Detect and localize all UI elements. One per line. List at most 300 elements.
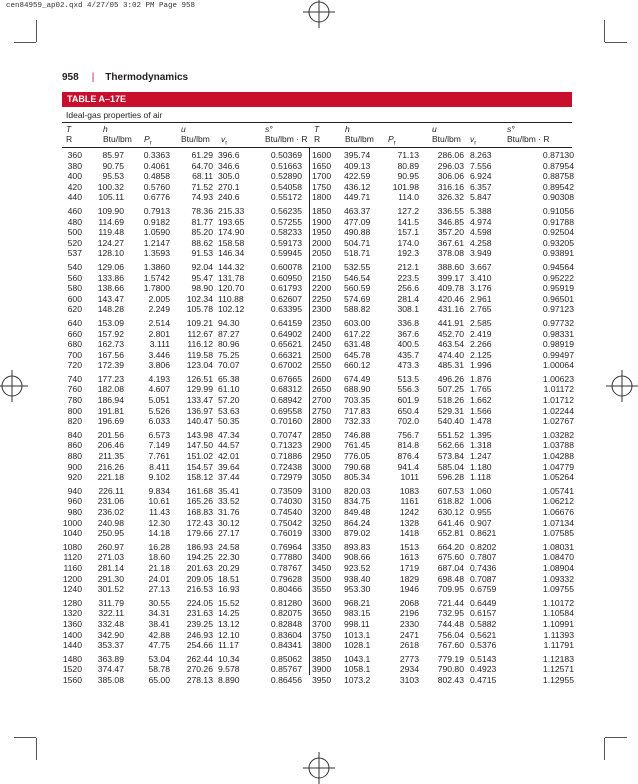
- cell-vr-left: 24.58: [218, 541, 240, 552]
- cell-Pr-left: 6.573: [148, 429, 170, 440]
- table-row: [62, 640, 574, 651]
- cell-u-right: 420.46: [437, 293, 464, 304]
- cell-T-left: 680: [67, 339, 82, 350]
- cell-s-right: 1.02244: [542, 405, 574, 416]
- cell-h-right: 776.05: [344, 451, 371, 462]
- table-row: [62, 374, 574, 385]
- cell-Pr-left: 38.41: [148, 618, 170, 629]
- cell-vr-right: 0.907: [470, 517, 492, 528]
- cell-h-right: 746.88: [344, 429, 371, 440]
- cell-s-left: 0.69558: [270, 405, 302, 416]
- registration-mark-right: [606, 370, 638, 402]
- cell-h-left: 143.47: [97, 293, 124, 304]
- rule-header: [62, 147, 572, 148]
- cell-h-left: 95.53: [102, 171, 124, 182]
- cell-Pr-right: 876.4: [397, 451, 419, 462]
- cell-u-left: 168.83: [186, 507, 213, 517]
- cell-u-right: 551.52: [437, 429, 464, 440]
- cell-h-right: 953.30: [344, 584, 371, 595]
- cell-h-left: 221.18: [97, 472, 124, 483]
- cell-Pr-right: 1513: [399, 541, 419, 552]
- header-vr-right: $v_r$: [470, 134, 477, 147]
- cell-s-right: 1.03282: [542, 429, 574, 440]
- cell-s-right: 1.01712: [542, 395, 574, 406]
- cell-u-left: 116.12: [187, 339, 213, 350]
- cell-h-right: 1073.2: [344, 674, 371, 685]
- cell-Pr-right: 2934: [399, 664, 419, 675]
- cell-s-right: 1.04779: [542, 461, 574, 472]
- cell-Pr-left: 2.249: [148, 304, 170, 315]
- cell-T-right: 2000: [312, 237, 332, 248]
- cell-vr-right: 1.996: [470, 360, 492, 371]
- cell-s-left: 0.59945: [270, 248, 302, 259]
- cell-u-left: 224.05: [186, 597, 213, 608]
- cell-s-left: 0.60078: [270, 261, 302, 272]
- cell-h-left: 322.11: [98, 608, 124, 619]
- table-row: [62, 584, 574, 595]
- cell-Pr-left: 53.04: [148, 653, 170, 664]
- cell-T-right: 2400: [312, 328, 332, 339]
- cell-h-left: 148.28: [97, 304, 124, 315]
- cell-vr-right: 0.7807: [470, 552, 497, 563]
- cell-vr-left: 65.38: [218, 373, 240, 384]
- cell-h-right: 879.02: [344, 528, 371, 539]
- cell-Pr-right: 281.4: [397, 293, 419, 304]
- cell-s-right: 1.07585: [542, 528, 574, 539]
- cell-vr-left: 42.01: [218, 451, 240, 462]
- cell-s-right: 0.94564: [542, 261, 574, 272]
- cell-u-right: 463.54: [437, 339, 464, 350]
- cell-vr-right: 0.7436: [470, 562, 497, 573]
- cell-u-right: 496.26: [437, 373, 464, 384]
- cell-T-left: 537: [67, 248, 82, 259]
- cell-s-right: 1.10172: [542, 597, 574, 608]
- cell-u-left: 102.34: [186, 293, 213, 304]
- cell-h-left: 128.10: [97, 248, 124, 259]
- cell-u-right: 296.03: [437, 160, 464, 171]
- cell-T-right: 3650: [312, 608, 332, 619]
- cell-T-right: 2100: [312, 261, 332, 272]
- cell-s-right: 1.11791: [543, 640, 574, 651]
- cell-s-right: 1.01172: [543, 384, 574, 395]
- cell-T-right: 2350: [312, 317, 332, 328]
- cell-h-right: 395.74: [344, 150, 371, 160]
- cell-s-left: 0.76964: [270, 541, 302, 552]
- cell-T-right: 2250: [312, 293, 332, 304]
- cell-h-left: 211.35: [98, 451, 124, 462]
- cell-h-right: 504.71: [344, 237, 371, 248]
- cell-Pr-left: 5.051: [148, 395, 170, 406]
- trim-mark: [605, 42, 627, 43]
- cell-T-left: 1400: [62, 629, 82, 640]
- cell-s-right: 0.93891: [542, 248, 574, 259]
- cell-u-left: 254.66: [186, 640, 213, 651]
- cell-s-left: 0.77880: [270, 552, 302, 563]
- cell-u-left: 92.04: [191, 261, 213, 272]
- cell-Pr-right: 1242: [399, 507, 419, 517]
- table-row: [62, 528, 574, 539]
- table-row: [62, 329, 574, 340]
- cell-s-left: 0.57255: [270, 216, 302, 227]
- cell-u-right: 399.17: [437, 272, 464, 283]
- cell-u-left: 172.43: [186, 517, 213, 528]
- cell-T-left: 840: [67, 429, 82, 440]
- cell-s-right: 0.87954: [542, 160, 574, 171]
- cell-Pr-left: 16.28: [148, 541, 170, 552]
- cell-T-left: 1160: [63, 562, 82, 573]
- header-s-left: s° Btu/lbm · R: [265, 124, 308, 144]
- cell-T-right: 2200: [312, 283, 332, 294]
- cell-s-right: 1.05264: [542, 472, 574, 483]
- row-group: [62, 598, 574, 651]
- cell-u-right: 540.40: [437, 416, 464, 427]
- cell-Pr-right: 71.13: [397, 150, 419, 160]
- cell-T-right: 2950: [312, 451, 332, 462]
- cell-s-left: 0.61793: [270, 283, 302, 294]
- cell-u-right: 596.28: [437, 472, 464, 483]
- cell-u-right: 732.95: [437, 608, 464, 619]
- cell-s-right: 0.91056: [542, 205, 574, 216]
- cell-h-left: 172.39: [97, 360, 124, 371]
- cell-s-right: 1.09755: [542, 584, 574, 595]
- cell-u-left: 61.29: [191, 150, 213, 160]
- cell-s-right: 1.06212: [542, 496, 574, 507]
- cell-s-right: 1.03788: [542, 440, 574, 451]
- cell-T-left: 1120: [63, 552, 82, 563]
- cell-Pr-left: 65.00: [148, 674, 170, 685]
- cell-Pr-right: 513.5: [397, 373, 419, 384]
- cell-T-right: 2700: [312, 395, 332, 406]
- cell-T-left: 880: [67, 451, 82, 462]
- cell-s-right: 1.08904: [542, 562, 574, 573]
- cell-h-left: 153.09: [97, 317, 124, 328]
- cell-u-right: 431.16: [437, 304, 464, 315]
- cell-Pr-left: 12.30: [148, 517, 170, 528]
- cell-h-left: 206.46: [97, 440, 124, 451]
- cell-u-left: 278.13: [186, 674, 213, 685]
- cell-u-left: 140.47: [186, 416, 213, 427]
- cell-u-left: 81.77: [191, 216, 213, 227]
- cell-T-right: 2150: [312, 272, 332, 283]
- cell-h-right: 674.49: [344, 373, 371, 384]
- cell-h-left: 291.30: [97, 573, 124, 584]
- cell-h-right: 834.75: [344, 496, 371, 507]
- cell-vr-right: 0.5882: [470, 618, 497, 629]
- cell-vr-left: 144.32: [218, 261, 245, 272]
- cell-u-right: 409.78: [437, 283, 464, 294]
- trim-mark: [14, 737, 36, 738]
- cell-T-right: 3050: [312, 472, 332, 483]
- cell-Pr-left: 42.88: [148, 629, 170, 640]
- cell-Pr-right: 1328: [399, 517, 419, 528]
- row-group: [62, 150, 574, 203]
- cell-Pr-right: 308.1: [397, 304, 419, 315]
- cell-u-left: 98.90: [191, 283, 213, 294]
- cell-T-right: 3350: [312, 541, 332, 552]
- cell-T-left: 1320: [62, 608, 82, 619]
- cell-vr-left: 22.30: [218, 552, 240, 563]
- cell-vr-right: 0.6759: [470, 584, 497, 595]
- cell-vr-right: 4.598: [470, 227, 492, 238]
- cell-Pr-left: 0.5760: [143, 181, 170, 192]
- cell-Pr-right: 80.89: [397, 160, 419, 171]
- cell-vr-left: 18.51: [218, 573, 240, 584]
- cell-T-left: 960: [67, 496, 82, 507]
- cell-u-right: 698.48: [437, 573, 464, 584]
- cell-u-left: 270.26: [186, 664, 213, 675]
- cell-T-left: 640: [67, 317, 82, 328]
- cell-vr-right: 2.266: [470, 339, 492, 350]
- cell-Pr-right: 601.9: [397, 395, 419, 406]
- header-vr-left: $v_r$: [221, 134, 228, 147]
- table-row: [62, 171, 574, 182]
- table-row: [62, 462, 574, 473]
- table-row: [62, 416, 574, 427]
- cell-T-right: 3150: [312, 496, 332, 507]
- cell-h-left: 281.14: [97, 562, 124, 573]
- cell-h-left: 119.48: [98, 227, 124, 238]
- cell-vr-right: 0.6449: [470, 597, 497, 608]
- cell-T-left: 380: [67, 160, 82, 171]
- table-row: [62, 430, 574, 441]
- cell-vr-left: 174.90: [218, 227, 245, 238]
- cell-T-right: 2600: [312, 373, 332, 384]
- cell-h-right: 703.35: [344, 395, 371, 406]
- cell-h-right: 422.59: [344, 171, 371, 182]
- page-header: [62, 72, 188, 83]
- cell-s-left: 0.72438: [270, 461, 302, 472]
- cell-u-right: 286.06: [437, 150, 464, 160]
- cell-s-left: 0.74540: [270, 507, 302, 517]
- cell-Pr-left: 0.9182: [143, 216, 170, 227]
- header-Pr-left: $P_r$: [144, 134, 152, 147]
- cell-vr-left: 12.10: [218, 629, 240, 640]
- table-row: [62, 496, 574, 507]
- cell-Pr-right: 2471: [399, 629, 419, 640]
- cell-Pr-right: 1011: [400, 472, 419, 483]
- table-row: [62, 206, 574, 217]
- cell-Pr-left: 0.4061: [143, 160, 170, 171]
- cell-h-right: 688.90: [344, 384, 371, 395]
- cell-s-left: 0.79628: [270, 573, 302, 584]
- cell-u-left: 129.99: [186, 384, 213, 395]
- registration-mark-left: [0, 370, 28, 402]
- cell-h-left: 260.97: [97, 541, 124, 552]
- cell-T-left: 600: [67, 293, 82, 304]
- cell-Pr-left: 1.2147: [143, 237, 170, 248]
- cell-u-right: 767.60: [437, 640, 464, 651]
- cell-s-right: 0.93205: [542, 237, 574, 248]
- cell-T-left: 700: [67, 349, 82, 360]
- cell-s-left: 0.84341: [270, 640, 302, 651]
- cell-T-left: 1240: [62, 584, 82, 595]
- cell-T-left: 620: [67, 304, 82, 315]
- cell-T-right: 2300: [312, 304, 332, 315]
- cell-vr-left: 215.33: [218, 205, 245, 216]
- cell-u-right: 562.66: [437, 440, 464, 451]
- cell-vr-left: 61.10: [218, 384, 240, 395]
- table-row: [62, 451, 574, 462]
- table-row: [62, 619, 574, 630]
- cell-h-right: 660.12: [344, 360, 371, 371]
- cell-h-right: 463.37: [344, 205, 371, 216]
- cell-T-right: 2750: [312, 405, 332, 416]
- cell-Pr-left: 0.7913: [143, 205, 170, 216]
- cell-h-left: 374.47: [97, 664, 124, 675]
- cell-T-left: 1440: [62, 640, 82, 651]
- cell-Pr-right: 192.3: [397, 248, 419, 259]
- cell-s-left: 0.82075: [270, 608, 302, 619]
- cell-T-right: 3450: [312, 562, 332, 573]
- cell-u-right: 452.70: [437, 328, 464, 339]
- cell-T-left: 500: [67, 227, 82, 238]
- cell-u-left: 209.05: [186, 573, 213, 584]
- cell-u-right: 744.48: [437, 618, 464, 629]
- cell-T-left: 440: [67, 192, 82, 203]
- cell-vr-right: 0.5621: [470, 629, 497, 640]
- cell-vr-right: 1.662: [470, 395, 492, 406]
- cell-h-left: 236.02: [97, 507, 124, 517]
- cell-vr-left: 31.76: [218, 507, 240, 517]
- cell-T-right: 3950: [312, 674, 332, 685]
- cell-s-left: 0.58233: [270, 227, 302, 238]
- cell-h-left: 162.73: [97, 339, 124, 350]
- cell-T-left: 560: [67, 272, 82, 283]
- cell-h-right: 1058.1: [344, 664, 371, 675]
- cell-vr-right: 8.263: [470, 150, 492, 160]
- cell-u-right: 641.46: [437, 517, 464, 528]
- cell-T-left: 860: [67, 440, 82, 451]
- cell-vr-right: 0.8202: [470, 541, 497, 552]
- cell-h-left: 191.81: [97, 405, 124, 416]
- cell-u-right: 585.04: [437, 461, 464, 472]
- cell-h-right: 1028.1: [344, 640, 371, 651]
- cell-u-left: 85.20: [191, 227, 213, 238]
- cell-h-right: 761.45: [344, 440, 371, 451]
- cell-vr-right: 0.4715: [470, 674, 497, 685]
- cell-h-left: 138.66: [97, 283, 124, 294]
- cell-u-left: 201.63: [186, 562, 213, 573]
- cell-T-right: 3700: [312, 618, 332, 629]
- cell-vr-right: 1.395: [470, 429, 492, 440]
- cell-u-left: 216.53: [186, 584, 213, 595]
- cell-T-right: 2800: [312, 416, 332, 427]
- cell-s-left: 0.78767: [270, 562, 302, 573]
- cell-h-right: 893.83: [344, 541, 371, 552]
- cell-vr-right: 1.765: [470, 384, 492, 395]
- cell-vr-left: 33.52: [218, 496, 240, 507]
- file-slug: cen84959_ap02.qxd 4/27/05 3:02 PM Page 958: [6, 2, 196, 10]
- cell-vr-left: 8.890: [218, 674, 240, 685]
- cell-vr-left: 20.29: [218, 562, 240, 573]
- table-row: [62, 360, 574, 371]
- cell-T-right: 3900: [312, 664, 332, 675]
- cell-T-left: 1040: [62, 528, 82, 539]
- cell-vr-left: 35.41: [218, 485, 240, 496]
- cell-Pr-left: 24.01: [148, 573, 170, 584]
- table-row: [62, 350, 574, 361]
- cell-h-right: 588.82: [344, 304, 371, 315]
- cell-vr-left: 44.57: [218, 440, 240, 451]
- cell-u-left: 123.04: [186, 360, 213, 371]
- cell-u-left: 74.93: [191, 192, 213, 203]
- cell-vr-left: 16.93: [218, 584, 240, 595]
- cell-T-left: 1480: [62, 653, 82, 664]
- table-row: [62, 318, 574, 329]
- table-row: [62, 440, 574, 451]
- cell-h-left: 332.48: [97, 618, 124, 629]
- cell-Pr-left: 47.75: [148, 640, 170, 651]
- cell-h-right: 717.83: [344, 405, 371, 416]
- table-row: [62, 262, 574, 273]
- cell-u-right: 336.55: [437, 205, 464, 216]
- cell-h-right: 436.12: [344, 181, 371, 192]
- cell-h-right: 998.11: [344, 618, 370, 629]
- cell-T-right: 3800: [312, 640, 332, 651]
- cell-s-right: 0.98919: [542, 339, 574, 350]
- cell-vr-left: 50.35: [218, 416, 240, 427]
- cell-h-left: 353.37: [97, 640, 124, 651]
- trim-mark: [36, 20, 37, 42]
- cell-Pr-right: 141.5: [397, 216, 419, 227]
- cell-s-right: 1.05741: [542, 485, 574, 496]
- cell-h-left: 157.92: [97, 328, 124, 339]
- cell-h-right: 546.54: [344, 272, 371, 283]
- cell-s-right: 1.12183: [542, 653, 574, 664]
- cell-Pr-left: 1.5742: [143, 272, 170, 283]
- cell-T-left: 660: [67, 328, 82, 339]
- cell-s-right: 0.97123: [542, 304, 574, 315]
- cell-vr-right: 2.765: [470, 304, 492, 315]
- cell-Pr-left: 7.149: [148, 440, 170, 451]
- cell-T-left: 540: [67, 261, 82, 272]
- table-row: [62, 675, 574, 686]
- table-row: [62, 227, 574, 238]
- cell-h-right: 923.52: [344, 562, 371, 573]
- cell-u-left: 119.58: [187, 349, 213, 360]
- cell-Pr-right: 2068: [399, 597, 419, 608]
- cell-s-right: 0.92504: [542, 227, 574, 238]
- header-h-left: h Btu/lbm: [103, 124, 132, 144]
- table-row: [62, 518, 574, 529]
- cell-Pr-left: 2.005: [148, 293, 170, 304]
- cell-T-left: 520: [67, 237, 82, 248]
- cell-vr-right: 6.357: [470, 181, 492, 192]
- table-row: [62, 238, 574, 249]
- cell-u-right: 721.44: [437, 597, 464, 608]
- cell-vr-right: 3.667: [470, 261, 492, 272]
- cell-T-left: 1280: [62, 597, 82, 608]
- registration-mark-top: [303, 0, 335, 28]
- cell-T-right: 3400: [312, 552, 332, 563]
- cell-s-right: 1.09332: [542, 573, 574, 584]
- cell-vr-right: 0.5143: [470, 653, 497, 664]
- cell-s-right: 1.12571: [542, 664, 574, 675]
- cell-T-right: 3550: [312, 584, 332, 595]
- cell-T-left: 420: [67, 181, 82, 192]
- cell-Pr-left: 3.806: [148, 360, 170, 371]
- cell-vr-right: 3.410: [470, 272, 492, 283]
- cell-h-right: 908.66: [344, 552, 371, 563]
- cell-T-right: 2450: [312, 339, 332, 350]
- cell-h-right: 983.15: [344, 608, 371, 619]
- cell-vr-right: 0.7087: [470, 573, 497, 584]
- table-row: [62, 273, 574, 284]
- cell-Pr-right: 256.6: [397, 283, 419, 294]
- header-s-right: s° Btu/lbm · R: [507, 124, 550, 144]
- cell-Pr-left: 3.111: [149, 339, 170, 350]
- cell-u-right: 652.81: [437, 528, 464, 539]
